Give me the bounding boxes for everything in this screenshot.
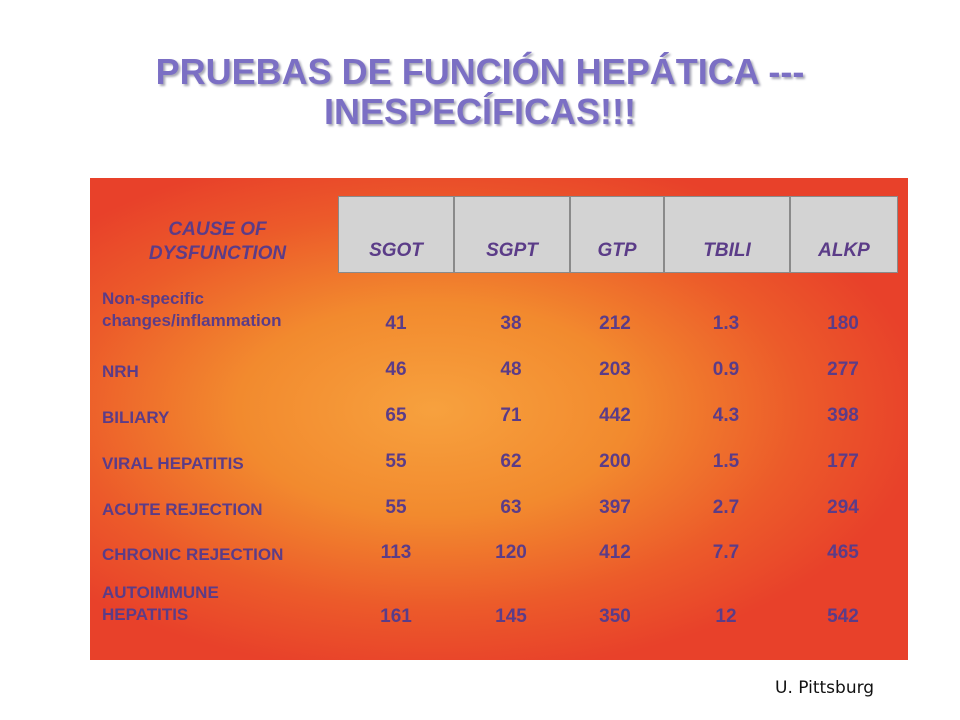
row-label-line: CHRONIC REJECTION bbox=[102, 545, 284, 564]
cell-sgot: 46 bbox=[385, 359, 407, 380]
cell-alkp: 542 bbox=[827, 606, 859, 627]
row-label-line: Non-specific bbox=[102, 289, 205, 308]
cell-gtp: 350 bbox=[599, 606, 631, 627]
cell-tbili: 7.7 bbox=[712, 542, 740, 563]
source-credit: U. Pittsburg bbox=[775, 678, 875, 698]
cell-sgot: 161 bbox=[380, 606, 412, 627]
row-label-line: HEPATITIS bbox=[102, 605, 189, 624]
column-header-alkp: ALKP bbox=[790, 196, 898, 273]
row-label bbox=[102, 544, 283, 566]
cause-header-line-1: CAUSE OF bbox=[168, 219, 267, 240]
cell-gtp: 397 bbox=[599, 497, 631, 518]
cell-sgot: 65 bbox=[385, 405, 407, 426]
row-label-line: ACUTE REJECTION bbox=[102, 500, 263, 519]
cell-alkp: 465 bbox=[827, 542, 859, 563]
cell-sgot: 113 bbox=[380, 542, 412, 563]
column-header-tbili: TBILI bbox=[664, 196, 790, 273]
row-label-line: VIRAL HEPATITIS bbox=[102, 454, 244, 473]
row-label bbox=[102, 361, 139, 383]
cell-sgpt: 62 bbox=[500, 451, 522, 472]
cell-sgpt: 48 bbox=[500, 359, 522, 380]
cell-sgpt: 38 bbox=[500, 313, 522, 334]
row-label-line: NRH bbox=[102, 362, 139, 381]
row-label-line: BILIARY bbox=[102, 408, 170, 427]
column-header-sgot: SGOT bbox=[338, 196, 454, 273]
cell-alkp: 180 bbox=[827, 313, 859, 334]
row-label bbox=[102, 407, 169, 429]
cell-tbili: 0.9 bbox=[712, 359, 740, 380]
cause-column-header bbox=[110, 218, 325, 266]
cell-tbili: 1.5 bbox=[712, 451, 740, 472]
cell-gtp: 412 bbox=[599, 542, 631, 563]
cell-tbili: 4.3 bbox=[712, 405, 740, 426]
cell-alkp: 294 bbox=[827, 497, 859, 518]
cell-tbili: 2.7 bbox=[712, 497, 740, 518]
cell-sgpt: 71 bbox=[500, 405, 522, 426]
cell-alkp: 277 bbox=[827, 359, 859, 380]
row-label bbox=[102, 582, 219, 626]
row-label-line: AUTOIMMUNE bbox=[102, 583, 219, 602]
column-header-sgpt: SGPT bbox=[454, 196, 570, 273]
cell-gtp: 200 bbox=[599, 451, 631, 472]
cell-alkp: 398 bbox=[827, 405, 859, 426]
slide-title bbox=[60, 52, 900, 132]
row-label bbox=[102, 499, 263, 521]
cell-sgot: 55 bbox=[385, 451, 407, 472]
cell-sgpt: 63 bbox=[500, 497, 522, 518]
row-label bbox=[102, 453, 244, 475]
cell-tbili: 1.3 bbox=[712, 313, 740, 334]
cell-gtp: 442 bbox=[599, 405, 631, 426]
row-label bbox=[102, 288, 281, 332]
title-line-1: PRUEBAS DE FUNCIÓN HEPÁTICA --- bbox=[155, 51, 805, 92]
cell-tbili: 12 bbox=[715, 606, 737, 627]
lab-results-table bbox=[90, 178, 908, 660]
column-header-gtp: GTP bbox=[570, 196, 664, 273]
cell-alkp: 177 bbox=[827, 451, 859, 472]
cell-gtp: 203 bbox=[599, 359, 631, 380]
cell-gtp: 212 bbox=[599, 313, 631, 334]
cell-sgpt: 145 bbox=[495, 606, 527, 627]
cell-sgot: 55 bbox=[385, 497, 407, 518]
row-label-line: changes/inflammation bbox=[102, 311, 282, 330]
cell-sgpt: 120 bbox=[495, 542, 527, 563]
cell-sgot: 41 bbox=[385, 313, 407, 334]
title-line-2: INESPECÍFICAS!!! bbox=[323, 91, 636, 132]
cause-header-line-2: DYSFUNCTION bbox=[148, 243, 287, 264]
